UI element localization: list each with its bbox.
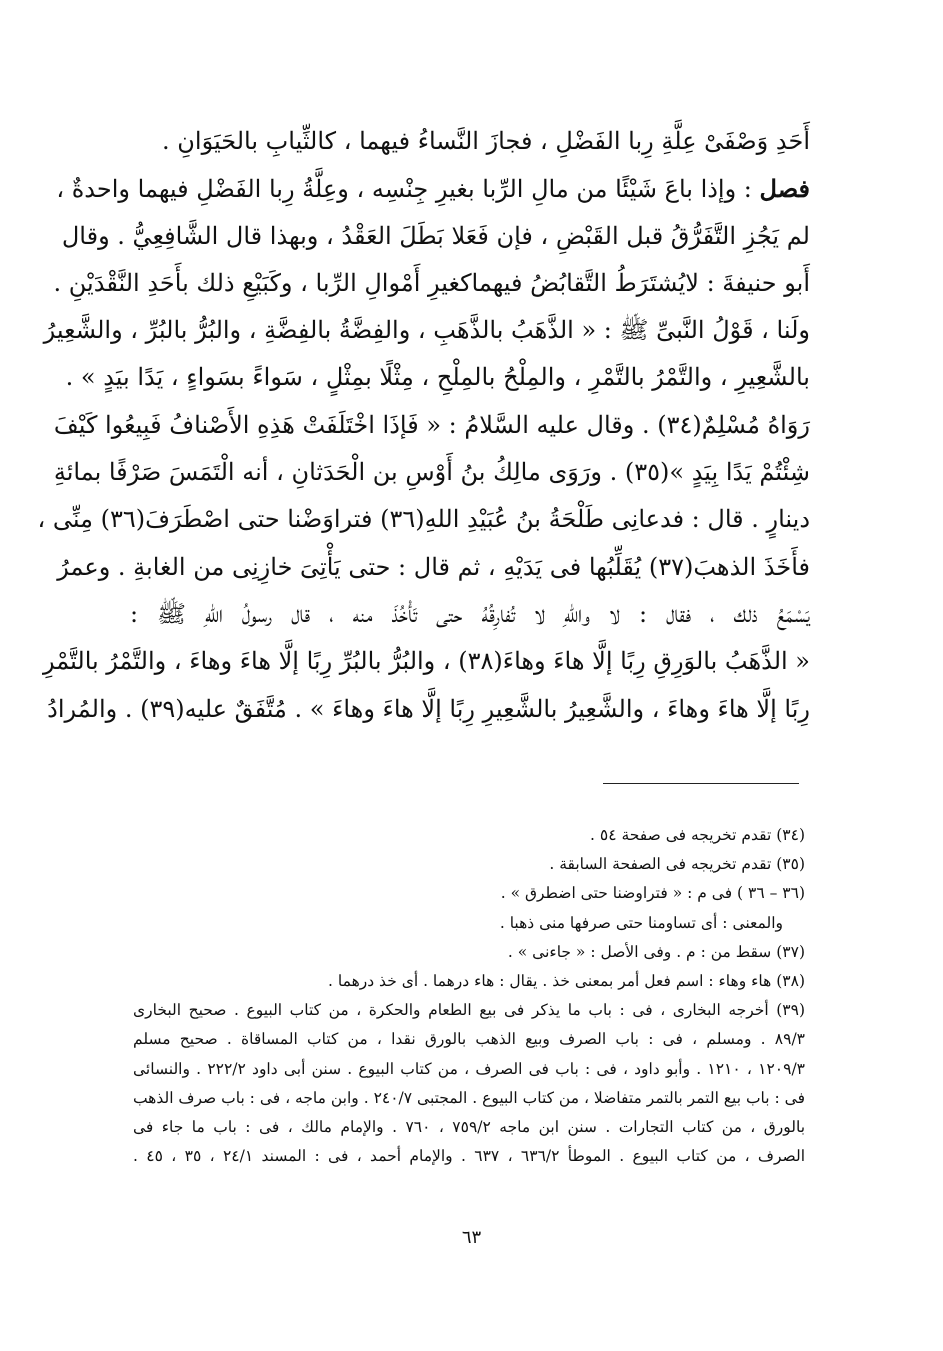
- text-line-11: يَسْمَعُ ذلك ، فقال : لا واللهِ لا تُفارِقُهُ حتى تَأْخُذَ منه ، قال رسولُ اللهِ ﷺ :: [130, 599, 810, 628]
- text-line-4: أَبو حنيفةَ : لايُشتَرَطُ التَّقابُضُ فيهماكغيرِ أَمْوالِ الرِّبا ، وكَبَيْعِ ذلك بأَحَدِ النَّقْدَيْنِ .: [53, 268, 810, 297]
- fasl-text: : وإذا باعَ شَيْئًا من مالِ الرِّبا بغيرِ جِنْسِه ، وعِلَّةُ رِبا الفَضْلِ فيهما واحدةٌ ،: [56, 175, 760, 204]
- footnote-39-line-1: (٣٩) أخرجه البخارى ، فى : باب ما يذكر فى بيع الطعام والحكرة ، من كتاب البيوع . صحيح البخارى: [133, 1001, 805, 1020]
- text-line-12: « الذَّهَبُ بالوَرِقِ رِبًا إلَّا هاءَ وهاءَ(٣٨) ، والبُرُّ بالبُرِّ رِبًا إلَّا هاءَ وهاءَ ، والتَّمْرُ بالتَّمْرِ: [43, 647, 810, 676]
- text-line-7: رَوَاهُ مُسْلِمٌ(٣٤) . وقال عليه السَّلامُ : « فَإذَا اخْتَلَفَتْ هَذِهِ الأَصْنافُ فَبِيعُوا كَيْفَ: [53, 410, 810, 439]
- text-line-1: أَحَدِ وَصْفَىْ عِلَّةِ رِبا الفَضْلِ ، فجازَ النَّساءُ فيهما ، كالثِّيابِ بالحَيَوَانِ .: [162, 127, 810, 155]
- footnotes: [133, 821, 805, 1171]
- footnote-34: (٣٤) تقدم تخريجه فى صفحة ٥٤ .: [590, 826, 805, 844]
- text-line-9: دينارٍ . قال : فدعانِى طَلْحَةُ بنُ عُبَيْدِ اللهِ(٣٦) فتراوَضْنا حتى اصْطَرَفَ(٣٦) مِنِّى ،: [37, 505, 810, 534]
- text-line-5: ولَنا ، قَوْلُ النَّبىِّ ﷺ : « الذَّهَبُ بالذَّهَبِ ، والفِضَّةُ بالفِضَّةِ ، والبُرُّ بالبُرِّ ، والشَّعِيرُ: [43, 316, 810, 345]
- text-line-10: فأَخَذَ الذهبَ(٣٧) يُقَلِّبُها فى يَدَيْهِ ، ثم قال : حتى يَأْتِىَ خازِنِى من الغابةِ . وعمرُ: [57, 552, 810, 581]
- fasl-heading: فصل: [759, 174, 810, 204]
- main-text: [37, 118, 810, 733]
- footnote-39-line-2: ٨٩/٣ . ومسلم ، فى : باب الصرف وبيع الذهب بالورق نقدا ، من كتاب المساقاة . صحيح مسلم: [133, 1030, 805, 1049]
- footnote-37: (٣٧) سقط من : م . وفى الأصل : « جاءنى » .: [507, 942, 805, 961]
- page-number: ٦٣: [461, 1227, 482, 1248]
- text-line-13: رِبًا إلَّا هاءَ وهاءَ ، والشَّعِيرُ بالشَّعِيرِ رِبًا إلَّا هاءَ وهاءَ » . مُتَّفَقٌ عليه(٣٩) . والمُرادُ: [47, 694, 810, 723]
- footnote-39-line-6: الصرف ، من كتاب البيوع . الموطأ ٦٣٦/٢ ، ٦٣٧ . والإمام أحمد ، فى : المسند ٢٤/١ ، ٣٥ ، ٤٥ .: [133, 1147, 806, 1166]
- footnote-39-line-4: فى : باب بيع التمر بالتمر متفاضلا ، من كتاب البيوع . المجتبى ٢٤٠/٧ . وابن ماجه ، فى : باب صرف الذهب: [132, 1088, 805, 1107]
- text-line-3: لم يَجُزِ التَّفَرُّقُ قبل القَبْضِ ، فإن فَعَلا بَطَلَ العَقْدُ ، وبهذا قال الشَّافِعِيُّ . وقال: [61, 221, 810, 250]
- footnote-separator: [603, 783, 799, 784]
- footnote-36-meaning: والمعنى : أى تساومنا حتى صرفها منى ذهبا .: [499, 913, 783, 932]
- footnote-39-line-3: ١٢٠٩/٣ ، ١٢١٠ . وأبو داود ، فى : باب فى الصرف ، من كتاب البيوع . سنن أبى داود ٢٢٢/٢ . والنسائى: [133, 1059, 805, 1078]
- text-line-2: [56, 165, 810, 212]
- text-line-8: شِئْتُمْ يَدًا بِيَدٍ »(٣٥) . ورَوَى مالِكُ بنُ أَوْسِ بن الْحَدَثانِ ، أنه الْتَمَسَ صَرْفًا بمائةِ: [53, 458, 810, 487]
- text-line-6: بالشَّعِيرِ ، والتَّمْرُ بالتَّمْرِ ، والمِلْحُ بالمِلْحِ ، مِثْلًا بمِثْلٍ ، سَواءً بسَواءٍ ، يَدًا بيَدٍ » .: [65, 363, 810, 392]
- footnote-35: (٣٥) تقدم تخريجه فى الصفحة السابقة .: [549, 855, 805, 874]
- footnote-36: (٣٦ – ٣٦ ) فى م : « فتراوضنا حتى اضطرق » .: [500, 884, 805, 903]
- footnote-38: (٣٨) هاء وهاء : اسم فعل أمر بمعنى خذ . يقال : هاء درهما . أى خذ درهما .: [328, 971, 805, 990]
- footnote-39-line-5: بالورق ، من كتاب التجارات . سنن ابن ماجه ٧٥٩/٢ ، ٧٦٠ . والإمام مالك ، فى : باب ما جاء فى: [133, 1117, 806, 1136]
